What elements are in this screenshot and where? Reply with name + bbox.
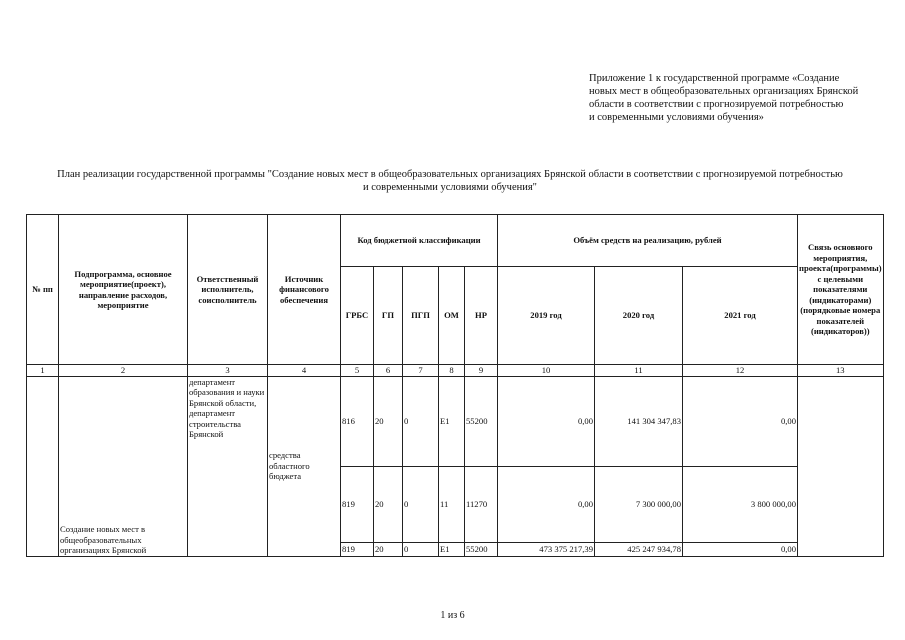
source-cell: средства областного бюджета [268, 376, 341, 556]
gp-cell: 20 [374, 376, 403, 466]
appendix-line-4: и современными условиями обучения» [589, 112, 764, 123]
appendix-line-2: новых мест в общеобразовательных организациях Брянской [589, 86, 859, 97]
executor-cell: департамент образования и науки Брянской области, департамент строительства Брянской [188, 376, 268, 556]
link-cell [798, 376, 884, 556]
value-2019-cell: 0,00 [498, 376, 595, 466]
col-num-2: 2 [59, 365, 188, 377]
header-2021: 2021 год [683, 267, 798, 365]
col-num-4: 4 [268, 365, 341, 377]
pgp-cell: 0 [403, 376, 439, 466]
value-2020-cell: 425 247 934,78 [595, 542, 683, 556]
col-num-11: 11 [595, 365, 683, 377]
np-cell: 11270 [465, 466, 498, 542]
col-num-9: 9 [465, 365, 498, 377]
col-num-12: 12 [683, 365, 798, 377]
document-title [40, 168, 860, 194]
col-num-5: 5 [341, 365, 374, 377]
value-2021-cell: 0,00 [683, 376, 798, 466]
appendix-note [589, 72, 889, 124]
header-budget-code: Код бюджетной классификации [341, 215, 498, 267]
np-cell: 55200 [465, 376, 498, 466]
header-grbs: ГРБС [341, 267, 374, 365]
header-num: № пп [27, 215, 59, 365]
om-cell: 11 [439, 466, 465, 542]
subprogram-cell: Создание новых мест в общеобразовательных организациях Брянской [59, 376, 188, 556]
value-2021-cell: 3 800 000,00 [683, 466, 798, 542]
column-number-row [27, 365, 884, 377]
pgp-cell: 0 [403, 466, 439, 542]
header-np: НР [465, 267, 498, 365]
col-num-6: 6 [374, 365, 403, 377]
plan-table [26, 214, 884, 557]
pgp-cell: 0 [403, 542, 439, 556]
om-cell: Е1 [439, 376, 465, 466]
grbs-cell: 819 [341, 542, 374, 556]
value-2020-cell: 7 300 000,00 [595, 466, 683, 542]
table-row [27, 376, 884, 466]
header-link: Связь основного мероприятия, проекта(программы) с целевыми показателями (индикаторами) (порядковые номера показателей (индикаторов)) [798, 215, 884, 365]
col-num-7: 7 [403, 365, 439, 377]
col-num-1: 1 [27, 365, 59, 377]
header-source: Источник финансового обеспечения [268, 215, 341, 365]
header-pgp: ПГП [403, 267, 439, 365]
page-number: 1 из 6 [440, 610, 465, 621]
np-cell: 55200 [465, 542, 498, 556]
col-num-10: 10 [498, 365, 595, 377]
header-om: ОМ [439, 267, 465, 365]
title-line-1: План реализации государственной программы "Создание новых мест в общеобразовательных организациях Брянской области в соответствии с прогнозируемой потребностью [57, 169, 843, 180]
om-cell: Е1 [439, 542, 465, 556]
value-2021-cell: 0,00 [683, 542, 798, 556]
header-volume: Объём средств на реализацию, рублей [498, 215, 798, 267]
appendix-line-3: области в соответствии с прогнозируемой потребностью [589, 99, 844, 110]
gp-cell: 20 [374, 542, 403, 556]
gp-cell: 20 [374, 466, 403, 542]
grbs-cell: 816 [341, 376, 374, 466]
grbs-cell: 819 [341, 466, 374, 542]
header-row-1 [27, 215, 884, 267]
header-2019: 2019 год [498, 267, 595, 365]
title-line-2: и современными условиями обучения" [363, 182, 537, 193]
header-2020: 2020 год [595, 267, 683, 365]
header-gp: ГП [374, 267, 403, 365]
value-2019-cell: 473 375 217,39 [498, 542, 595, 556]
value-2019-cell: 0,00 [498, 466, 595, 542]
appendix-line-1: Приложение 1 к государственной программе «Создание [589, 73, 840, 84]
num-cell [27, 376, 59, 556]
col-num-13: 13 [798, 365, 884, 377]
col-num-3: 3 [188, 365, 268, 377]
header-executor: Ответственный исполнитель, соисполнитель [188, 215, 268, 365]
value-2020-cell: 141 304 347,83 [595, 376, 683, 466]
col-num-8: 8 [439, 365, 465, 377]
header-subprogram: Подпрограмма, основное мероприятие(проект), направление расходов, мероприятие [59, 215, 188, 365]
